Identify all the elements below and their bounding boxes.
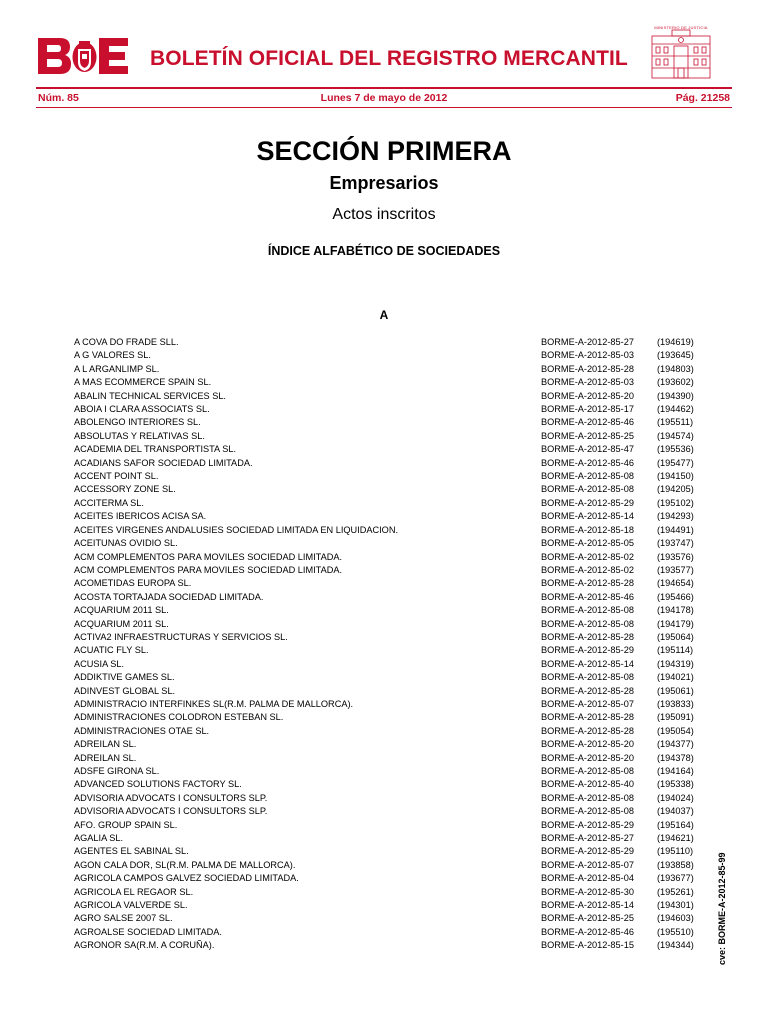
list-item: [74, 819, 714, 832]
borme-code: BORME-A-2012-85-29: [541, 497, 634, 508]
borme-code: BORME-A-2012-85-28: [541, 712, 634, 723]
issue-date: Lunes 7 de mayo de 2012: [320, 92, 448, 104]
company-name: AGRICOLA CAMPOS GALVEZ SOCIEDAD LIMITADA.: [74, 873, 299, 884]
company-name: ADREILAN SL.: [74, 739, 137, 750]
borme-code: BORME-A-2012-85-28: [541, 725, 634, 736]
borme-code: BORME-A-2012-85-47: [541, 444, 634, 455]
issue-number: Núm. 85: [38, 92, 79, 104]
list-item: [74, 551, 714, 564]
company-name: AGENTES EL SABINAL SL.: [74, 846, 189, 857]
list-item: [74, 564, 714, 577]
company-name: ACTIVA2 INFRAESTRUCTURAS Y SERVICIOS SL.: [74, 631, 288, 642]
company-name: ABALIN TECHNICAL SERVICES SL.: [74, 390, 226, 401]
company-name: A COVA DO FRADE SLL.: [74, 337, 179, 347]
reference-number: (195477): [657, 457, 694, 468]
borme-code: BORME-A-2012-85-29: [541, 645, 634, 656]
company-name: ADVISORIA ADVOCATS I CONSULTORS SLP.: [74, 806, 268, 817]
list-item: [74, 658, 714, 671]
reference-number: (195510): [657, 926, 694, 937]
company-name: ACADIANS SAFOR SOCIEDAD LIMITADA.: [74, 457, 253, 468]
list-item: [74, 859, 714, 872]
borme-code: BORME-A-2012-85-28: [541, 363, 634, 374]
list-item: [74, 939, 714, 952]
reference-number: (194037): [657, 806, 694, 817]
ministry-building-icon: [650, 22, 712, 80]
reference-number: (194344): [657, 940, 694, 951]
company-name: A G VALORES SL.: [74, 350, 151, 361]
borme-code: BORME-A-2012-85-05: [541, 538, 634, 549]
list-item: [74, 537, 714, 550]
reference-number: (194205): [657, 484, 694, 495]
reference-number: (194319): [657, 658, 694, 669]
borme-code: BORME-A-2012-85-27: [541, 833, 634, 844]
company-name: A MAS ECOMMERCE SPAIN SL.: [74, 377, 212, 388]
borme-code: BORME-A-2012-85-04: [541, 873, 634, 884]
borme-code: BORME-A-2012-85-18: [541, 524, 634, 535]
reference-number: (194574): [657, 430, 694, 441]
company-name: ACEITUNAS OVIDIO SL.: [74, 538, 178, 549]
list-item: [74, 631, 714, 644]
reference-number: (194491): [657, 524, 694, 535]
borme-code: BORME-A-2012-85-46: [541, 926, 634, 937]
list-item: [74, 443, 714, 456]
borme-code: BORME-A-2012-85-20: [541, 752, 634, 763]
company-name: ADMINISTRACIONES OTAE SL.: [74, 725, 210, 736]
borme-code: BORME-A-2012-85-07: [541, 698, 634, 709]
company-name: ACCENT POINT SL.: [74, 471, 159, 482]
page-number: Pág. 21258: [675, 92, 730, 104]
company-name: ACUSIA SL.: [74, 658, 125, 669]
reference-number: (194619): [657, 337, 694, 347]
reference-number: (195466): [657, 591, 694, 602]
header-rule-bottom: [36, 107, 732, 108]
company-name: AGON CALA DOR, SL(R.M. PALMA DE MALLORCA).: [74, 859, 296, 870]
borme-code: BORME-A-2012-85-40: [541, 779, 634, 790]
borme-code: BORME-A-2012-85-08: [541, 605, 634, 616]
company-name: ABOLENGO INTERIORES SL.: [74, 417, 201, 428]
company-list: [74, 336, 714, 953]
reference-number: (194178): [657, 605, 694, 616]
borme-code: BORME-A-2012-85-28: [541, 685, 634, 696]
list-item: [74, 577, 714, 590]
company-name: AGROALSE SOCIEDAD LIMITADA.: [74, 926, 222, 937]
reference-number: (195102): [657, 497, 694, 508]
reference-number: (194164): [657, 766, 694, 776]
list-item: [74, 778, 714, 791]
list-item: [74, 711, 714, 724]
list-item: [74, 926, 714, 939]
borme-code: BORME-A-2012-85-46: [541, 457, 634, 468]
reference-number: (195164): [657, 819, 694, 830]
header-rule-top: [36, 87, 732, 89]
reference-number: (195511): [657, 417, 694, 428]
company-name: ACADEMIA DEL TRANSPORTISTA SL.: [74, 444, 237, 455]
company-name: ADSFE GIRONA SL.: [74, 766, 160, 776]
reference-number: (194377): [657, 739, 694, 750]
list-item: [74, 618, 714, 631]
list-item: [74, 685, 714, 698]
company-name: ADVISORIA ADVOCATS I CONSULTORS SLP.: [74, 792, 268, 803]
index-letter: A: [379, 308, 389, 322]
company-name: ACQUARIUM 2011 SL.: [74, 618, 169, 629]
list-item: [74, 336, 714, 349]
reference-number: (193858): [657, 859, 694, 870]
reference-number: (195338): [657, 779, 694, 790]
borme-code: BORME-A-2012-85-30: [541, 886, 634, 897]
company-name: ABOIA I CLARA ASSOCIATS SL.: [74, 404, 210, 415]
company-name: ACOSTA TORTAJADA SOCIEDAD LIMITADA.: [74, 591, 264, 602]
reference-number: (194378): [657, 752, 694, 763]
borme-code: BORME-A-2012-85-14: [541, 658, 634, 669]
reference-number: (195110): [657, 846, 694, 857]
list-item: [74, 792, 714, 805]
borme-code: BORME-A-2012-85-20: [541, 390, 634, 401]
company-name: ADMINISTRACIO INTERFINKES SL(R.M. PALMA DE MALLORCA).: [74, 698, 354, 709]
borme-code: BORME-A-2012-85-08: [541, 792, 634, 803]
company-name: ACEITES IBERICOS ACISA SA.: [74, 511, 207, 522]
borme-code: BORME-A-2012-85-28: [541, 631, 634, 642]
list-item: [74, 604, 714, 617]
company-name: ADINVEST GLOBAL SL.: [74, 685, 176, 696]
list-item: [74, 430, 714, 443]
borme-code: BORME-A-2012-85-02: [541, 551, 634, 562]
borme-code: BORME-A-2012-85-14: [541, 900, 634, 911]
borme-code: BORME-A-2012-85-46: [541, 591, 634, 602]
reference-number: (194621): [657, 833, 694, 844]
list-item: [74, 899, 714, 912]
reference-number: (195054): [657, 725, 694, 736]
reference-number: (194150): [657, 471, 694, 482]
list-item: [74, 805, 714, 818]
company-name: ADMINISTRACIONES COLODRON ESTEBAN SL.: [74, 712, 284, 723]
borme-code: BORME-A-2012-85-08: [541, 484, 634, 495]
list-item: [74, 671, 714, 684]
list-item: [74, 644, 714, 657]
borme-code: BORME-A-2012-85-29: [541, 819, 634, 830]
reference-number: (194654): [657, 578, 694, 589]
reference-number: (193645): [657, 350, 694, 361]
reference-number: (194021): [657, 672, 694, 683]
list-item: [74, 886, 714, 899]
list-item: [74, 349, 714, 362]
ministry-name: MINISTERIO DE JUSTICIA: [654, 25, 708, 30]
company-name: ADVANCED SOLUTIONS FACTORY SL.: [74, 779, 242, 790]
publication-title: BOLETÍN OFICIAL DEL REGISTRO MERCANTIL: [150, 47, 628, 70]
borme-code: BORME-A-2012-85-17: [541, 404, 634, 415]
reference-number: (194293): [657, 511, 694, 522]
coat-of-arms-icon: [73, 41, 97, 72]
list-item: [74, 376, 714, 389]
list-item: [74, 725, 714, 738]
reference-number: (193577): [657, 564, 694, 575]
list-item: [74, 483, 714, 496]
list-item: [74, 403, 714, 416]
company-name: ABSOLUTAS Y RELATIVAS SL.: [74, 430, 205, 441]
company-name: ACCITERMA SL.: [74, 497, 144, 508]
borme-code: BORME-A-2012-85-46: [541, 417, 634, 428]
borme-code: BORME-A-2012-85-08: [541, 618, 634, 629]
company-name: ACM COMPLEMENTOS PARA MOVILES SOCIEDAD LIMITADA.: [74, 551, 343, 562]
list-item: [74, 390, 714, 403]
boe-logo: [36, 36, 130, 76]
reference-number: (194024): [657, 792, 694, 803]
index-title: ÍNDICE ALFABÉTICO DE SOCIEDADES: [267, 244, 501, 258]
company-name: ADDIKTIVE GAMES SL.: [74, 672, 175, 683]
list-item: [74, 524, 714, 537]
reference-number: (194390): [657, 390, 694, 401]
borme-code: BORME-A-2012-85-14: [541, 511, 634, 522]
company-name: AGALIA SL.: [74, 833, 124, 844]
list-item: [74, 752, 714, 765]
list-item: [74, 416, 714, 429]
list-item: [74, 510, 714, 523]
reference-number: (195091): [657, 712, 694, 723]
list-item: [74, 872, 714, 885]
company-name: AGRONOR SA(R.M. A CORUÑA).: [74, 940, 215, 951]
borme-code: BORME-A-2012-85-15: [541, 940, 634, 951]
list-item: [74, 591, 714, 604]
borme-code: BORME-A-2012-85-08: [541, 766, 634, 776]
borme-code: BORME-A-2012-85-25: [541, 913, 634, 924]
list-item: [74, 832, 714, 845]
reference-number: (195061): [657, 685, 694, 696]
list-item: [74, 845, 714, 858]
company-name: ACOMETIDAS EUROPA SL.: [74, 578, 192, 589]
company-name: ACEITES VIRGENES ANDALUSIES SOCIEDAD LIMITADA EN LIQUIDACION.: [74, 524, 399, 535]
borme-code: BORME-A-2012-85-25: [541, 430, 634, 441]
borme-code: BORME-A-2012-85-03: [541, 377, 634, 388]
company-name: AFO. GROUP SPAIN SL.: [74, 819, 178, 830]
list-item: [74, 363, 714, 376]
reference-number: (194179): [657, 618, 694, 629]
borme-code: BORME-A-2012-85-29: [541, 846, 634, 857]
company-name: ACQUARIUM 2011 SL.: [74, 605, 169, 616]
borme-code: BORME-A-2012-85-08: [541, 672, 634, 683]
borme-code: BORME-A-2012-85-27: [541, 337, 634, 347]
section-acts: Actos inscritos: [332, 206, 436, 223]
reference-number: (195064): [657, 631, 694, 642]
list-item: [74, 698, 714, 711]
reference-number: (193833): [657, 698, 694, 709]
company-name: AGRICOLA EL REGAOR SL.: [74, 886, 194, 897]
reference-number: (195536): [657, 444, 694, 455]
section-title: SECCIÓN PRIMERA: [256, 136, 512, 166]
list-item: [74, 765, 714, 778]
reference-number: (193602): [657, 377, 694, 388]
borme-code: BORME-A-2012-85-20: [541, 739, 634, 750]
reference-number: (194301): [657, 900, 694, 911]
borme-code: BORME-A-2012-85-07: [541, 859, 634, 870]
reference-number: (194603): [657, 913, 694, 924]
company-name: ACUATIC FLY SL.: [74, 645, 149, 656]
company-name: ACM COMPLEMENTOS PARA MOVILES SOCIEDAD LIMITADA.: [74, 564, 343, 575]
borme-code: BORME-A-2012-85-03: [541, 350, 634, 361]
list-item: [74, 738, 714, 751]
list-item: [74, 912, 714, 925]
section-subtitle: Empresarios: [329, 173, 439, 193]
company-name: ADREILAN SL.: [74, 752, 137, 763]
list-item: [74, 497, 714, 510]
reference-number: (194462): [657, 404, 694, 415]
reference-number: (195261): [657, 886, 694, 897]
company-name: AGRICOLA VALVERDE SL.: [74, 900, 188, 911]
reference-number: (195114): [657, 645, 694, 656]
cve-code: cve: BORME-A-2012-85-99: [717, 852, 727, 965]
list-item: [74, 457, 714, 470]
list-item: [74, 470, 714, 483]
reference-number: (193677): [657, 873, 694, 884]
borme-code: BORME-A-2012-85-28: [541, 578, 634, 589]
reference-number: (193747): [657, 538, 694, 549]
company-name: AGRO SALSE 2007 SL.: [74, 913, 173, 924]
borme-code: BORME-A-2012-85-08: [541, 806, 634, 817]
company-name: A L ARGANLIMP SL.: [74, 363, 160, 374]
reference-number: (194803): [657, 363, 694, 374]
company-name: ACCESSORY ZONE SL.: [74, 484, 176, 495]
reference-number: (193576): [657, 551, 694, 562]
borme-code: BORME-A-2012-85-02: [541, 564, 634, 575]
borme-code: BORME-A-2012-85-08: [541, 471, 634, 482]
